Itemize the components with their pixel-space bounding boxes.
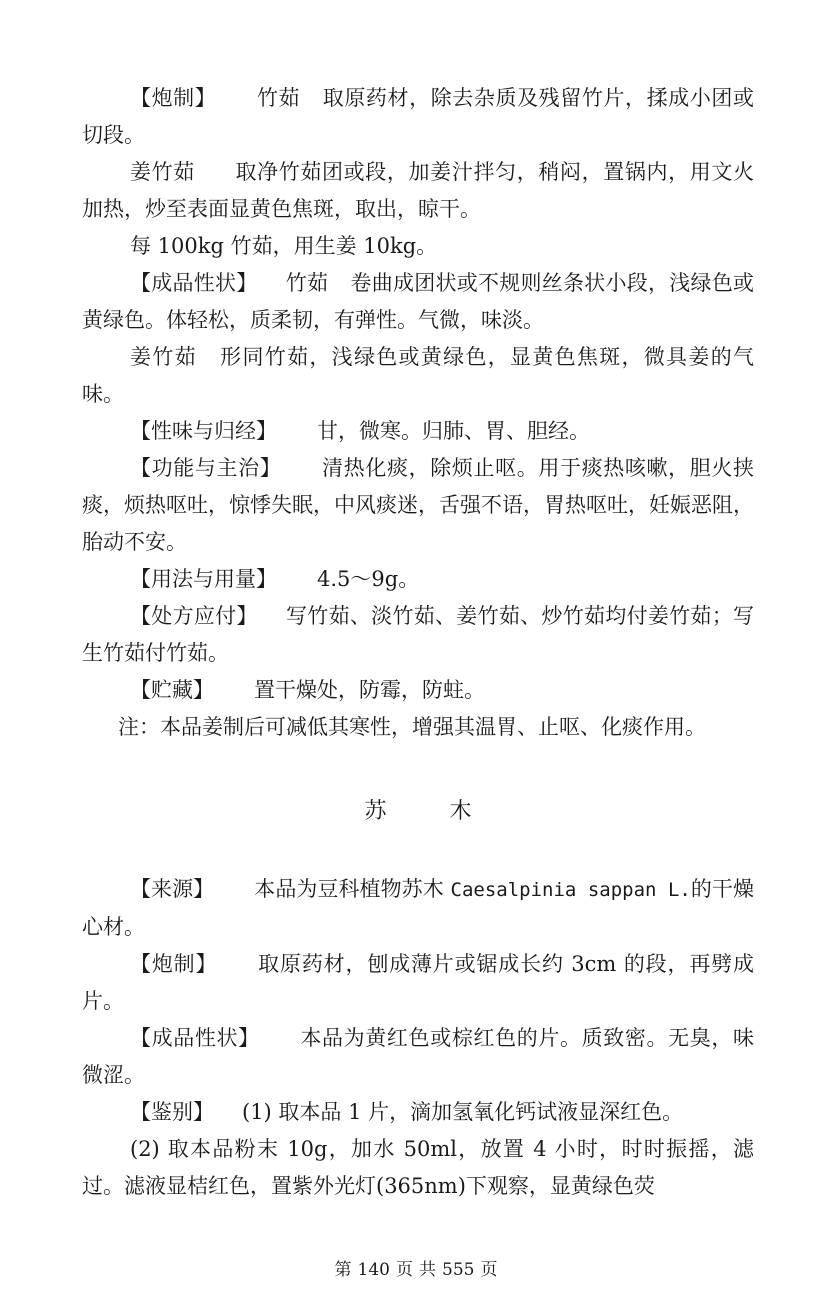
paragraph-text: 甘，微寒。归肺、胃、胆经。 [317, 419, 590, 443]
section-tag: 【鉴别】 [130, 1100, 214, 1124]
document-page [82, 80, 754, 1205]
paragraph-text: (1) 取本品 1 片，滴加氢氧化钙试液显深红色。 [242, 1100, 684, 1124]
paragraph-text: 清热化痰，除烦止呕。用于痰热咳嗽，胆火挟痰，烦热呕吐，惊悸失眠，中风痰迷，舌强不语，胃热呕吐，妊娠恶阻，胎动不安。 [82, 456, 755, 554]
paragraph-text: 本品为豆科植物苏木 [254, 877, 444, 901]
section-tag: 【炮制】 [130, 86, 217, 110]
section-tag: 【功能与主治】 [130, 456, 282, 480]
sumu-xingzhuang-paragraph [82, 1020, 754, 1094]
total-page-count: 555 [442, 1260, 475, 1280]
ratio-paragraph: 每 100kg 竹茹，用生姜 10kg。 [130, 234, 438, 258]
paragraph-text-2: 的干燥心材。 [82, 877, 754, 939]
page-footer [0, 1255, 832, 1280]
item-name: 姜竹茹 [130, 160, 195, 184]
jianbie2-paragraph: (2) 取本品粉末 10g，加水 50ml，放置 4 小时，时时振摇，滤过。滤液显桔红色，置紫外光灯(365nm)下观察，显黄绿色荧 [82, 1137, 754, 1198]
footer-di: 第 [334, 1260, 352, 1280]
paragraph-text: 取原药材，刨成薄片或锯成长约 3cm 的段，再劈成片。 [82, 952, 754, 1013]
yongfa-paragraph [82, 561, 754, 598]
chufang-paragraph [82, 598, 754, 672]
jiang-xingzhuang-paragraph [82, 339, 754, 413]
section-tag: 【成品性状】 [130, 271, 258, 295]
section-tag: 【性味与归经】 [130, 419, 277, 443]
item-name: 竹茹 [285, 271, 329, 295]
paragraph-text: 置干燥处，防霉，防蛀。 [254, 678, 485, 702]
section-tag: 【处方应付】 [130, 604, 258, 628]
current-page-number: 140 [357, 1260, 390, 1280]
paragraph-text: 卷曲成团状或不规则丝条状小段，浅绿色或黄绿色。体轻松，质柔韧，有弹性。气微，味淡。 [82, 271, 754, 332]
paragraph-text: 形同竹茹，浅绿色或黄绿色，显黄色焦斑，微具姜的气味。 [82, 345, 754, 406]
zhucang-paragraph [82, 672, 754, 709]
footer-ye2: 页 [480, 1260, 498, 1280]
note-paragraph: 注：本品姜制后可减低其寒性，增强其温胃、止呕、化痰作用。 [118, 715, 706, 739]
section-title: 苏 木 [364, 799, 500, 824]
paragraph-text: 取净竹茹团或段，加姜汁拌匀，稍闷，置锅内，用文火加热，炒至表面显黄色焦斑，取出，晾干。 [82, 160, 754, 221]
footer-gong: 共 [419, 1260, 436, 1280]
jianbie-paragraph [82, 1094, 754, 1131]
section-tag: 【贮藏】 [130, 678, 214, 702]
section-tag: 【来源】 [130, 877, 215, 901]
gongneng-paragraph [82, 450, 754, 561]
paragraph-text: 4.5～9g。 [317, 567, 420, 591]
section-tag: 【炮制】 [130, 952, 218, 976]
section-tag: 【用法与用量】 [130, 567, 277, 591]
laiyuan-paragraph [82, 871, 754, 946]
sumu-paozhi-paragraph [82, 946, 754, 1020]
jiangzhuru-paragraph [82, 154, 754, 228]
xingzhuang-paragraph [82, 265, 754, 339]
paragraph-text: 写竹茹、淡竹茹、姜竹茹、炒竹茹均付姜竹茹；写生竹茹付竹茹。 [82, 604, 755, 665]
item-name: 竹茹 [256, 86, 301, 110]
section-tag: 【成品性状】 [130, 1026, 260, 1050]
paozhi-paragraph [82, 80, 754, 154]
paragraph-text: 取原药材，除去杂质及残留竹片，揉成小团或切段。 [82, 86, 755, 147]
xingwei-paragraph [82, 413, 754, 450]
footer-ye: 页 [396, 1260, 413, 1280]
paragraph-text: 本品为黄红色或棕红色的片。质致密。无臭，味微涩。 [82, 1026, 755, 1087]
item-name: 姜竹茹 [130, 345, 197, 369]
latin-name: Caesalpinia sappan L. [450, 879, 691, 901]
